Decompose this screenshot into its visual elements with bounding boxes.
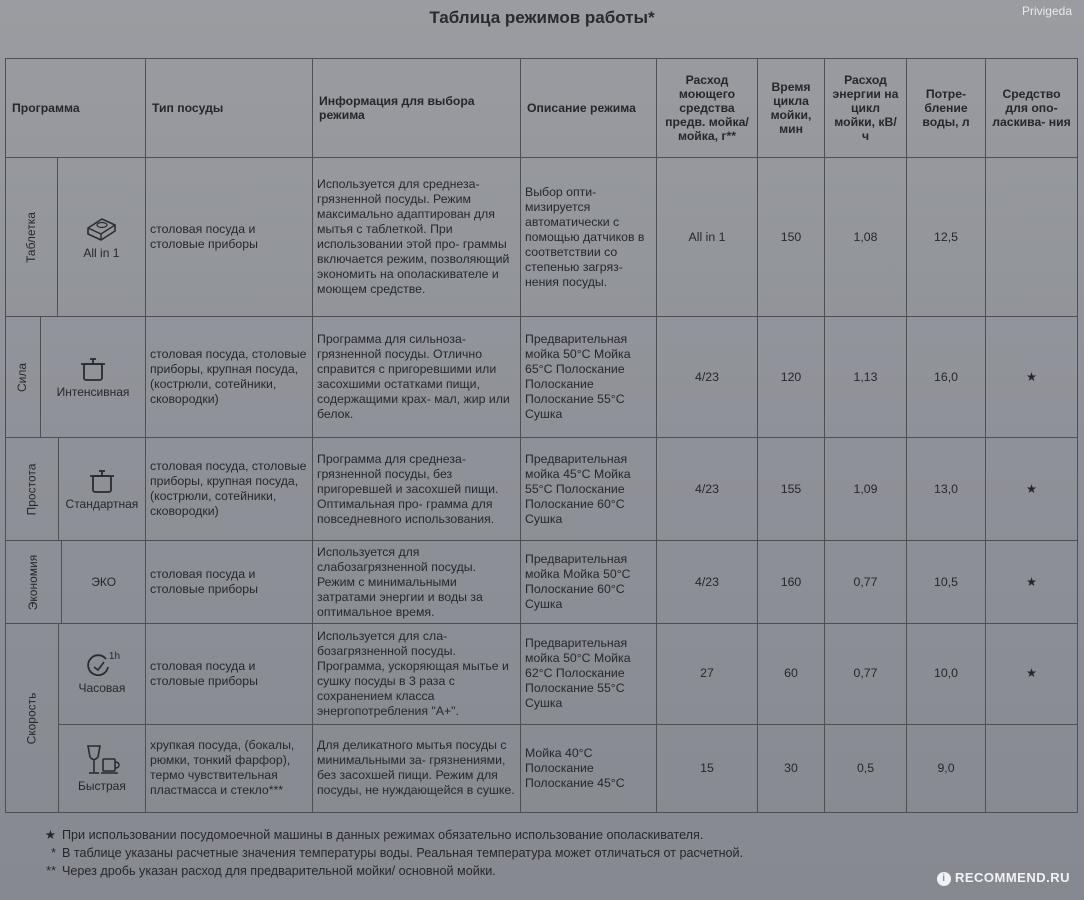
pot-icon xyxy=(78,355,108,383)
table-row xyxy=(6,624,1078,725)
rinse-cell: ★ xyxy=(986,438,1078,541)
header-water: Потре- бление воды, л xyxy=(907,59,986,158)
table-row xyxy=(6,158,1078,317)
rinse-cell: ★ xyxy=(986,541,1078,624)
tablet-icon xyxy=(82,214,120,244)
detergent-cell: 4/23 xyxy=(657,317,758,438)
page-title: Таблица режимов работы* xyxy=(429,8,655,27)
table-row xyxy=(6,317,1078,438)
detergent-cell: 4/23 xyxy=(657,438,758,541)
program-intensive: Интенсивная xyxy=(41,317,146,437)
table-row xyxy=(6,438,1078,541)
energy-cell: 0,5 xyxy=(825,724,907,812)
water-cell: 10,0 xyxy=(907,624,986,725)
header-row xyxy=(6,59,1078,158)
info-cell: Используется для сла- бозагрязненной посуды. Программа, ускоряющая мытье и сушку посуды в 3 раза с сохранением класса энергопотребления "А+". xyxy=(313,624,521,725)
water-cell: 9,0 xyxy=(907,724,986,812)
footnote xyxy=(46,862,743,880)
water-cell: 12,5 xyxy=(907,158,986,317)
footnote-mark: * xyxy=(51,846,56,860)
hour-plate-icon: 1h xyxy=(82,651,122,679)
footnote xyxy=(44,826,743,844)
rinse-cell: ★ xyxy=(986,317,1078,438)
rinse-cell: ★ xyxy=(986,624,1078,725)
time-cell: 155 xyxy=(758,438,825,541)
description-cell: Предварительная мойка 50°C Мойка 65°C Полоскание Полоскание Полоскание 55°C Сушка xyxy=(521,317,657,438)
time-cell: 60 xyxy=(758,624,825,725)
category-tablet: Таблетка xyxy=(6,158,57,316)
footnote-text: В таблице указаны расчетные значения температуры воды. Реальная температура может отличаться от расчетной. xyxy=(62,846,744,860)
header-description: Описание режима xyxy=(521,59,657,158)
pot-icon xyxy=(87,467,117,495)
category-simple: Простота xyxy=(6,438,58,540)
header-time: Время цикла мойки, мин xyxy=(758,59,825,158)
header-program: Программа xyxy=(6,59,146,158)
energy-cell: 1,09 xyxy=(825,438,907,541)
glass-cup-icon xyxy=(82,743,122,777)
info-cell: Программа для среднеза- грязненной посуды, без пригоревшей и засохшей пищи. Оптимальная про- грамма для повседневного использования. xyxy=(313,438,521,541)
time-cell: 160 xyxy=(758,541,825,624)
energy-cell: 1,13 xyxy=(825,317,907,438)
program-standard: Стандартная xyxy=(58,438,145,540)
program-hourly: 1h Часовая xyxy=(58,624,145,724)
header-rinse: Средство для опо- ласкива- ния xyxy=(986,59,1078,158)
modes-table xyxy=(5,58,1078,813)
footnote xyxy=(51,844,744,862)
time-cell: 30 xyxy=(758,724,825,812)
time-cell: 150 xyxy=(758,158,825,317)
header-detergent: Расход моющего средства предв. мойка/ мойка, г** xyxy=(657,59,758,158)
rinse-cell xyxy=(986,724,1078,812)
description-cell: Выбор опти- мизируется автоматически с помощью датчиков в соответствии со степенью загряз- нения посуды. xyxy=(521,158,657,317)
watermark-top: Privigeda xyxy=(1021,4,1072,18)
footnote-mark: ★ xyxy=(44,828,56,842)
info-cell: Используется для слабозагрязненной посуды. Режим с минимальными затратами энергии и воды за оптимальное время. xyxy=(313,541,521,624)
category-power: Сила xyxy=(6,317,41,437)
footnote-mark: ** xyxy=(46,864,56,878)
table-row xyxy=(6,541,1078,624)
footnote-text: Через дробь указан расход для предварительной мойки/ основной мойки. xyxy=(62,864,496,878)
dish-type-cell: столовая посуда и столовые приборы xyxy=(146,624,313,725)
detergent-cell: All in 1 xyxy=(657,158,758,317)
watermark-bottom-text: RECOMMEND.RU xyxy=(954,870,1070,886)
detergent-cell: 15 xyxy=(657,724,758,812)
detergent-cell: 4/23 xyxy=(657,541,758,624)
table-row xyxy=(6,724,1078,812)
watermark-bottom xyxy=(937,870,1070,886)
detergent-cell: 27 xyxy=(657,624,758,725)
description-cell: Предварительная мойка Мойка 50°C Полоскание 60°C Сушка xyxy=(521,541,657,624)
energy-cell: 0,77 xyxy=(825,624,907,725)
program-all-in-1: All in 1 xyxy=(57,158,145,316)
dish-type-cell: столовая посуда и столовые приборы xyxy=(146,541,313,624)
info-cell: Используется для среднеза- грязненной посуды. Режим максимально адаптирован для мытья с таблеткой. При использовании этой про- граммы включается режим, позволяющий экономить на ополаскивателе и моющем средстве. xyxy=(313,158,521,317)
category-speed: Скорость xyxy=(6,624,58,812)
recommend-logo-icon: i xyxy=(937,872,951,886)
footnotes xyxy=(44,826,744,880)
dish-type-cell: столовая посуда и столовые приборы xyxy=(146,158,313,317)
header-info: Информация для выбора режима xyxy=(313,59,521,158)
category-economy: Экономия xyxy=(6,541,62,623)
header-dish-type: Тип посуды xyxy=(146,59,313,158)
footnote-text: При использовании посудомоечной машины в данных режимах обязательно использование ополаскивателя. xyxy=(62,828,704,842)
water-cell: 16,0 xyxy=(907,317,986,438)
info-cell: Программа для сильноза- грязненной посуды. Отлично справится с пригоревшими или засохшими остатками пищи, содержащими крах- мал, жир или белок. xyxy=(313,317,521,438)
description-cell: Мойка 40°C Полоскание Полоскание 45°C xyxy=(521,724,657,812)
energy-cell: 1,08 xyxy=(825,158,907,317)
time-cell: 120 xyxy=(758,317,825,438)
description-cell: Предварительная мойка 50°C Мойка 62°C Полоскание Полоскание 55°C Сушка xyxy=(521,624,657,725)
dish-type-cell: хрупкая посуда, (бокалы, рюмки, тонкий фарфор), термо чувствительная пластмасса и стекло*** xyxy=(146,724,313,812)
description-cell: Предварительная мойка 45°C Мойка 55°C Полоскание Полоскание 60°C Сушка xyxy=(521,438,657,541)
dish-type-cell: столовая посуда, столовые приборы, крупная посуда, (кострюли, сотейники, сковородки) xyxy=(146,317,313,438)
water-cell: 13,0 xyxy=(907,438,986,541)
energy-cell: 0,77 xyxy=(825,541,907,624)
rinse-cell xyxy=(986,158,1078,317)
info-cell: Для деликатного мытья посуды с минимальными за- грязнениями, без засохшей пищи. Режим для посуды, не нуждающейся в сушке. xyxy=(313,724,521,812)
program-eco: ЭКО xyxy=(91,574,117,589)
program-quick: Быстрая xyxy=(58,724,145,812)
water-cell: 10,5 xyxy=(907,541,986,624)
dish-type-cell: столовая посуда, столовые приборы, крупная посуда, (кострюли, сотейники, сковородки) xyxy=(146,438,313,541)
header-energy: Расход энергии на цикл мойки, кВ/ч xyxy=(825,59,907,158)
